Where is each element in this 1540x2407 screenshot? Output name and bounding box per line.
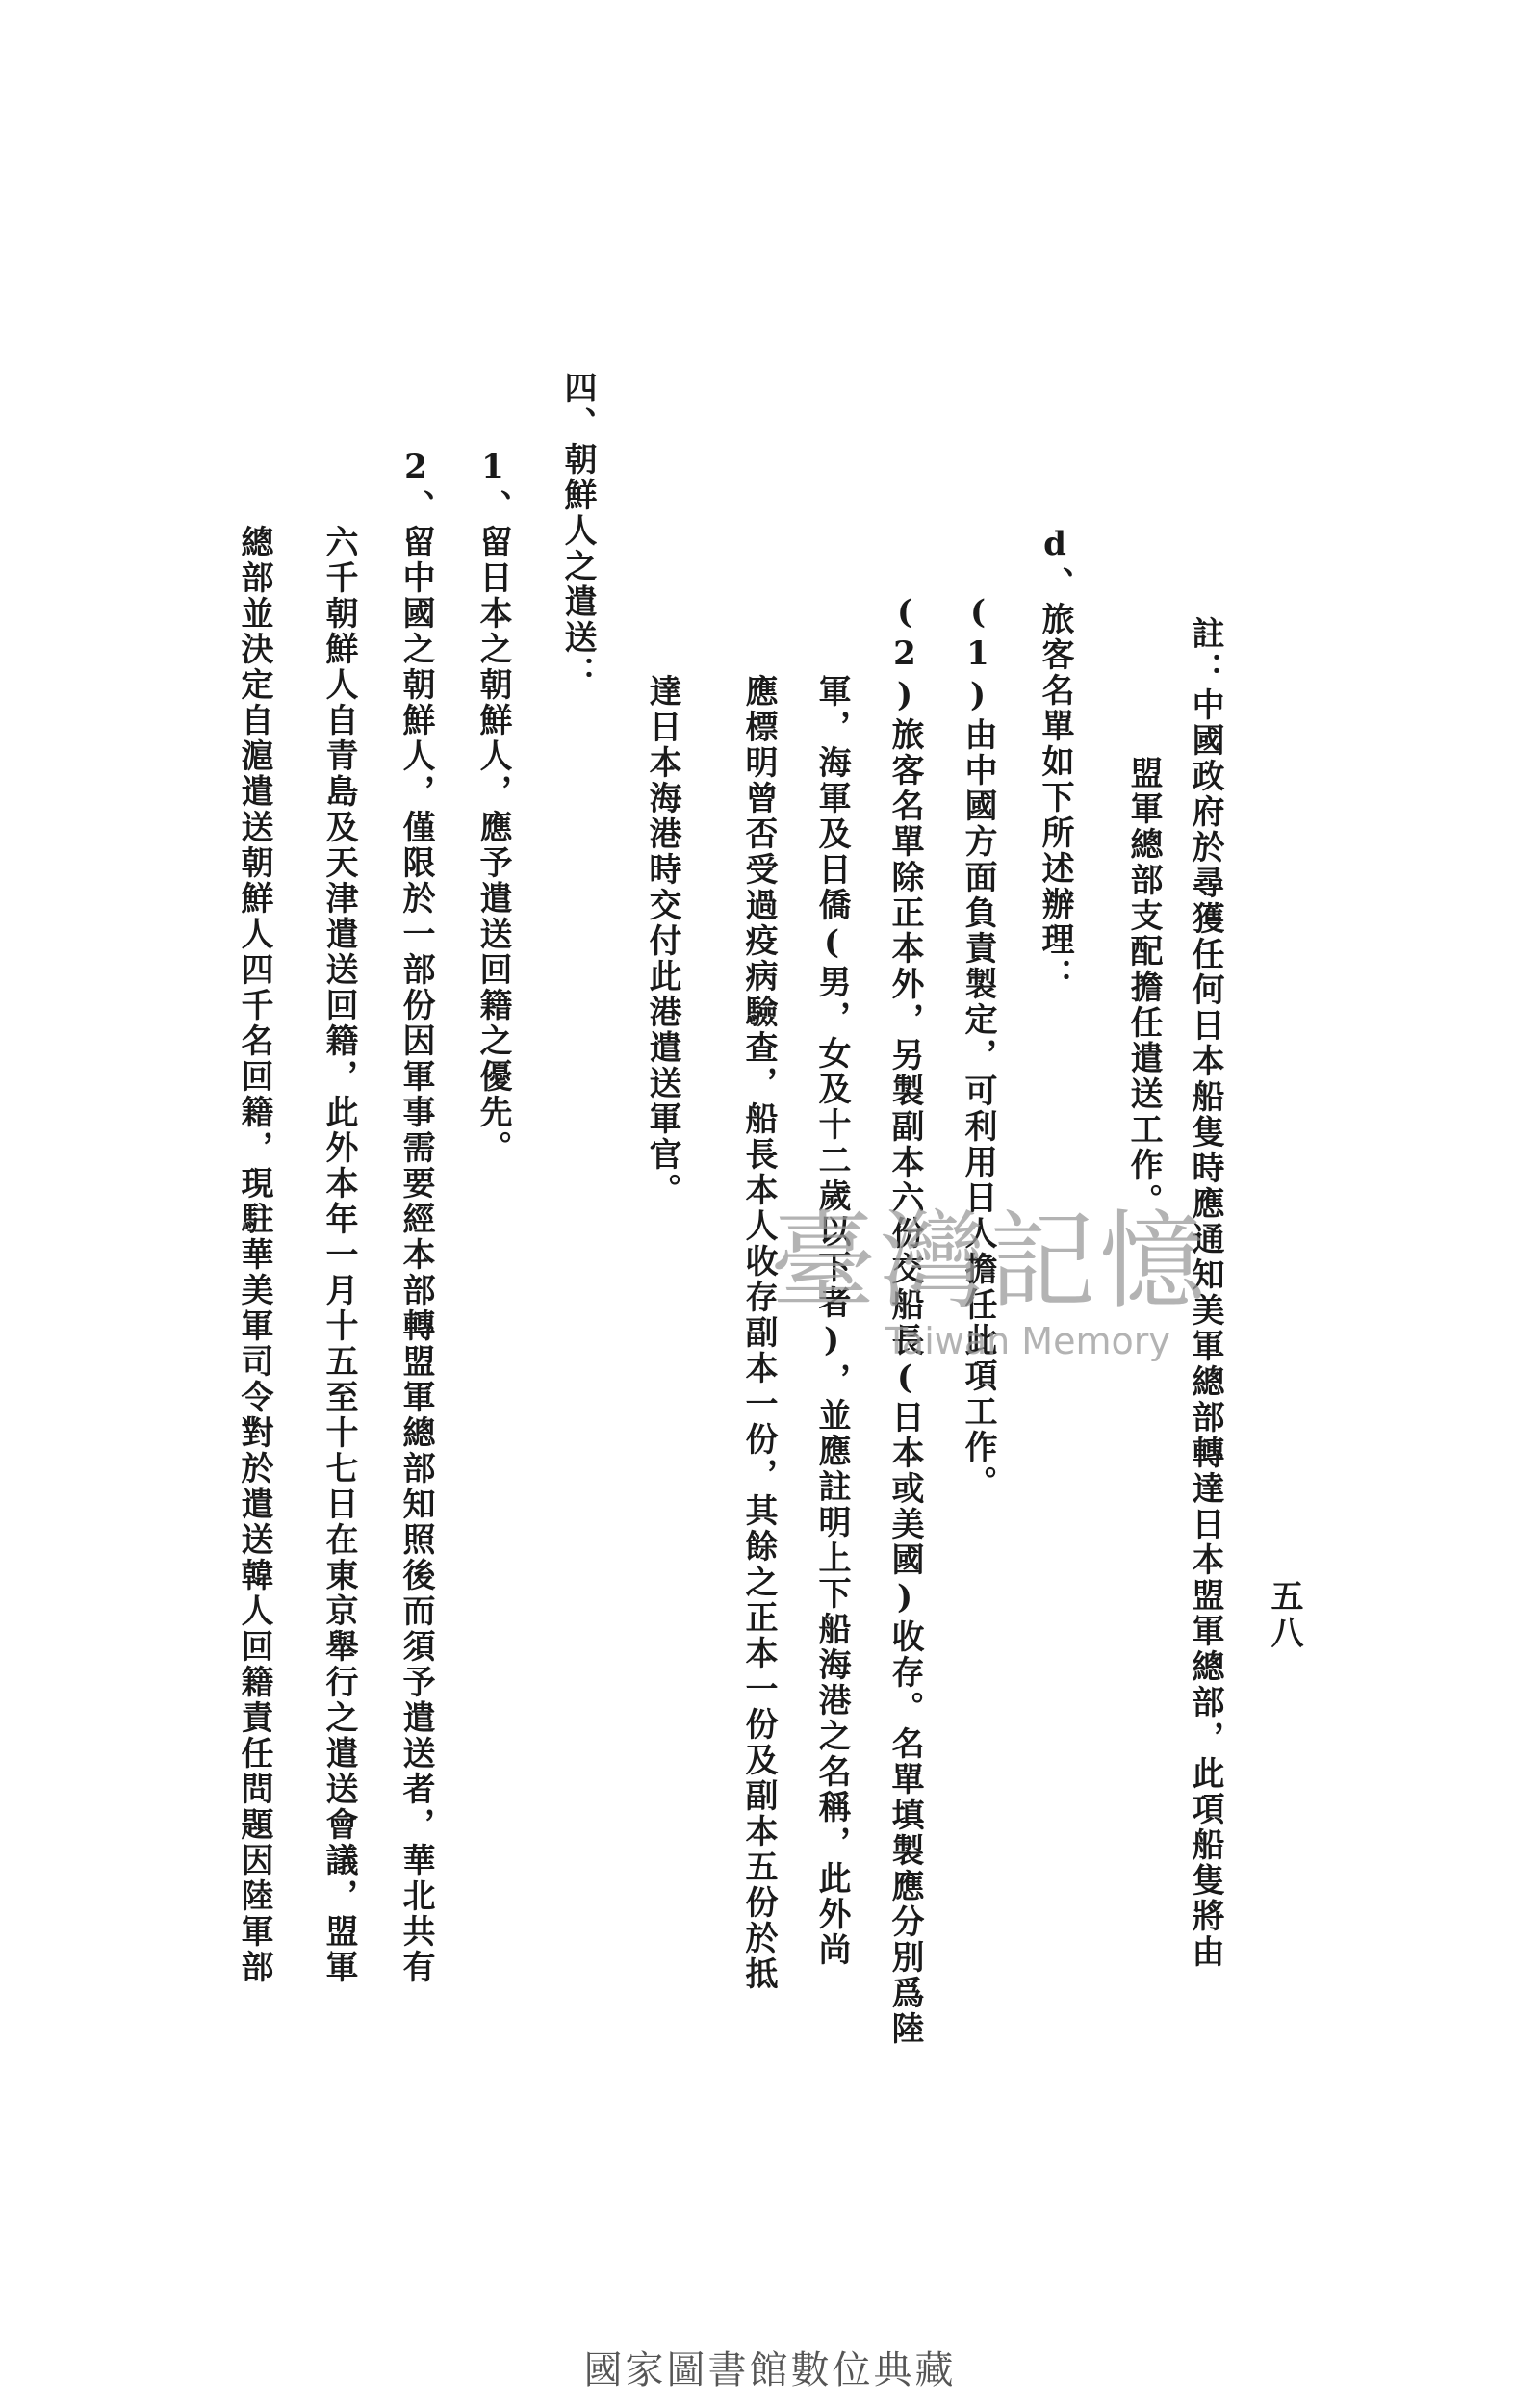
text-column-korean-2: 2、留中國之朝鮮人，僅限於一部份因軍事需要經本部轉盟軍總部知照後而須予遣送者，華北共有	[397, 448, 435, 1985]
text-column-note: 註：中國政府於尋獲任何日本船隻時應通知美軍總部轉達日本盟軍總部，此項船隻將由	[1186, 616, 1224, 1970]
text-column-item-2-cont-c: 達日本海港時交付此港遣送軍官。	[643, 674, 681, 1208]
text-column-item-d: d、旅客名單如下所述辦理：	[1036, 525, 1074, 994]
text-column-item-2-cont-a: 軍，海軍及日僑(男，女及十二歲以下者)，並應註明上下船海港之名稱，此外尚	[812, 674, 851, 1968]
watermark-english: Taiwan Memory	[886, 1320, 1170, 1362]
text-column-korean-2-cont-b: 總部並決定自滬遣送朝鮮人四千名回籍，現駐華美軍司令對於遣送韓人回籍責任問題因陸軍部	[235, 525, 273, 1985]
section-heading-korean-repatriation: 四、朝鮮人之遣送：	[558, 371, 597, 691]
text-column-korean-1: 1、留日本之朝鮮人，應予遣送回籍之優先。	[474, 448, 512, 1166]
watermark	[770, 1200, 1290, 1386]
text-column-item-2: (2)旅客名單除正本外，另製副本六份交船長(日本或美國)收存。名單填製應分別爲陸	[886, 593, 924, 2047]
watermark-chinese: 臺灣記憶	[770, 1200, 1209, 1323]
text-column-item-1: (1)由中國方面負責製定，可利用日人擔任此項工作。	[959, 593, 997, 1501]
text-column-item-2-cont-b: 應標明曾否受過疫病驗查，船長本人收存副本一份，其餘之正本一份及副本五份於抵	[739, 674, 778, 1992]
page-number: 五八	[1265, 1579, 1303, 1652]
text-column-note-cont: 盟軍總部支配擔任遣送工作。	[1124, 756, 1163, 1219]
footer-archive-label: 國家圖書館數位典藏	[583, 2348, 957, 2393]
text-column-korean-2-cont-a: 六千朝鮮人自青島及天津遣送回籍，此外本年一月十五至十七日在東京舉行之遣送會議，盟軍	[320, 525, 358, 1985]
